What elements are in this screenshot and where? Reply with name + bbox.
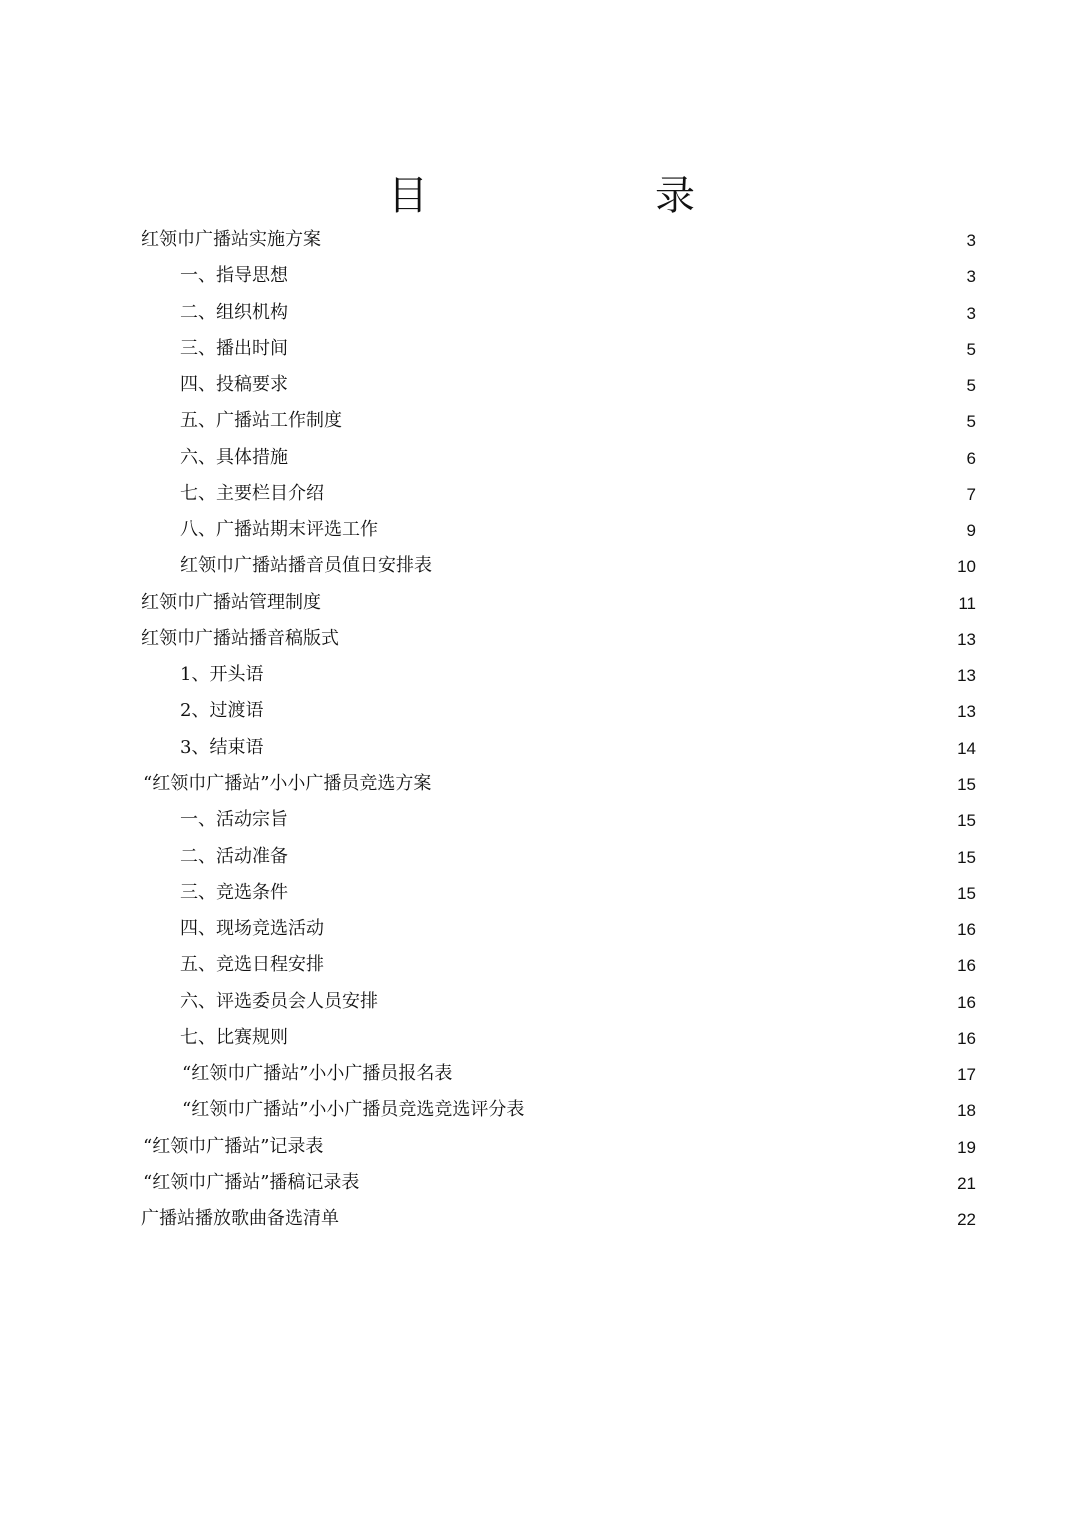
toc-entry[interactable] [0, 295, 1080, 331]
title-char-1: 目 [388, 173, 428, 219]
toc-entry-text: “红领巾广播站”小小广播员竞选竞选评分表 [182, 1099, 525, 1121]
toc-entry[interactable] [0, 585, 1080, 621]
toc-entry[interactable] [0, 548, 1080, 584]
toc-entry-text: 八、广播站期末评选工作 [180, 519, 378, 541]
toc-entry-text: 1、开头语 [180, 664, 264, 686]
toc-entry-text: “红领巾广播站”播稿记录表 [143, 1171, 360, 1193]
toc-entry-page: 9 [966, 521, 976, 541]
toc-entry-page: 3 [966, 267, 976, 287]
toc-entry[interactable] [0, 1020, 1080, 1056]
toc-entry-page: 15 [957, 811, 976, 831]
toc-entry-text: 广播站播放歌曲备选清单 [141, 1208, 339, 1230]
toc-entry-text: 六、评选委员会人员安排 [180, 990, 378, 1012]
table-of-contents [0, 222, 1080, 1237]
toc-entry[interactable] [0, 476, 1080, 512]
toc-entry[interactable] [0, 1201, 1080, 1237]
toc-entry[interactable] [0, 258, 1080, 294]
toc-entry-text: “红领巾广播站”小小广播员竞选方案 [143, 772, 432, 794]
toc-entry-page: 13 [957, 702, 976, 722]
toc-entry[interactable] [0, 403, 1080, 439]
toc-entry[interactable] [0, 984, 1080, 1020]
toc-entry-page: 10 [957, 557, 976, 577]
toc-entry[interactable] [0, 766, 1080, 802]
toc-entry-page: 19 [957, 1137, 976, 1157]
toc-entry-page: 15 [957, 847, 976, 867]
toc-entry[interactable] [0, 911, 1080, 947]
toc-entry-page: 18 [957, 1101, 976, 1121]
toc-entry-text: 三、竞选条件 [180, 881, 288, 903]
toc-entry[interactable] [0, 693, 1080, 729]
toc-entry-page: 7 [966, 484, 976, 504]
toc-entry-text: 红领巾广播站播音稿版式 [141, 627, 339, 649]
toc-entry-text: 六、具体措施 [180, 446, 288, 468]
toc-entry-text: 七、主要栏目介绍 [180, 482, 324, 504]
toc-entry-text: 五、竞选日程安排 [180, 954, 324, 976]
toc-entry-text: 红领巾广播站实施方案 [141, 229, 321, 250]
toc-entry[interactable] [0, 1056, 1080, 1092]
toc-entry-text: 红领巾广播站播音员值日安排表 [180, 555, 432, 577]
toc-entry[interactable] [0, 331, 1080, 367]
toc-entry-text: 五、广播站工作制度 [180, 410, 342, 432]
toc-entry-text: 二、活动准备 [180, 845, 288, 867]
toc-entry[interactable] [0, 222, 1080, 258]
toc-entry-page: 13 [957, 666, 976, 686]
toc-entry-page: 16 [957, 1028, 976, 1048]
toc-entry[interactable] [0, 367, 1080, 403]
toc-entry[interactable] [0, 875, 1080, 911]
toc-entry[interactable] [0, 512, 1080, 548]
toc-entry-text: 四、投稿要求 [180, 374, 288, 396]
toc-entry[interactable] [0, 947, 1080, 983]
toc-entry-page: 15 [957, 883, 976, 903]
toc-entry-page: 16 [957, 920, 976, 940]
toc-entry-text: 七、比赛规则 [180, 1026, 288, 1048]
toc-entry-text: 二、组织机构 [180, 301, 288, 323]
toc-entry-text: 一、指导思想 [180, 265, 288, 287]
toc-entry-page: 5 [966, 376, 976, 396]
toc-entry-page: 16 [957, 992, 976, 1012]
page-title [0, 170, 1080, 226]
toc-entry-page: 5 [966, 339, 976, 359]
toc-entry[interactable] [0, 621, 1080, 657]
toc-entry-page: 5 [966, 412, 976, 432]
toc-entry-page: 15 [957, 774, 976, 794]
toc-entry-page: 3 [966, 303, 976, 323]
toc-entry-page: 3 [966, 231, 976, 250]
toc-entry-text: 2、过渡语 [180, 700, 264, 722]
toc-entry[interactable] [0, 839, 1080, 875]
toc-entry[interactable] [0, 1129, 1080, 1165]
toc-entry-page: 21 [957, 1173, 976, 1193]
toc-entry-text: 3、结束语 [180, 736, 264, 758]
toc-entry-text: 红领巾广播站管理制度 [141, 591, 321, 613]
toc-entry[interactable] [0, 802, 1080, 838]
title-char-2: 录 [655, 173, 695, 219]
toc-entry[interactable] [0, 657, 1080, 693]
toc-entry-page: 6 [966, 448, 976, 468]
toc-entry-page: 11 [958, 593, 976, 613]
toc-entry-page: 17 [957, 1065, 976, 1085]
toc-entry[interactable] [0, 440, 1080, 476]
toc-entry-page: 22 [957, 1210, 976, 1230]
toc-entry[interactable] [0, 730, 1080, 766]
toc-entry-text: 一、活动宗旨 [180, 809, 288, 831]
toc-entry-text: 四、现场竞选活动 [180, 918, 324, 940]
toc-entry-page: 16 [957, 956, 976, 976]
toc-entry-page: 14 [957, 738, 976, 758]
toc-entry-text: “红领巾广播站”记录表 [143, 1135, 324, 1157]
toc-entry-text: “红领巾广播站”小小广播员报名表 [182, 1063, 453, 1085]
toc-entry[interactable] [0, 1165, 1080, 1201]
toc-entry[interactable] [0, 1092, 1080, 1128]
toc-entry-page: 13 [957, 629, 976, 649]
toc-entry-text: 三、播出时间 [180, 337, 288, 359]
